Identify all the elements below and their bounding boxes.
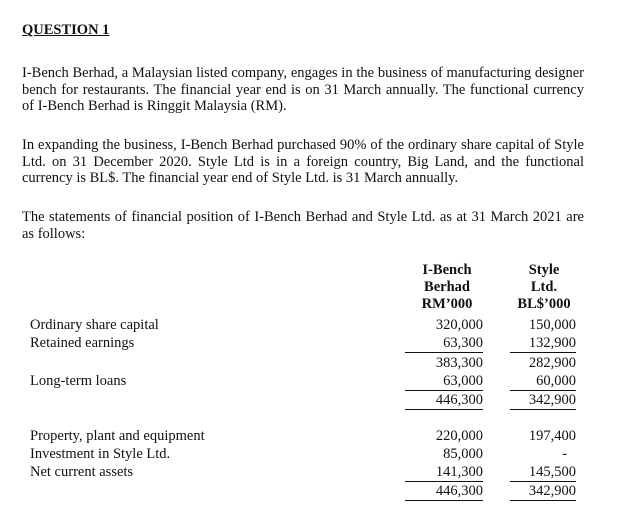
row-label-long-term-loans: Long-term loans xyxy=(30,373,127,389)
column-header-line: I-Bench xyxy=(422,262,472,278)
column-header-unit: RM’000 xyxy=(421,296,473,312)
paragraph-company-intro: I-Bench Berhad, a Malaysian listed company, engages in the business of manufacturing designer bench for restaurants. The financial year end is on 31 March annually. The functional currency of I-Bench Berhad is Ringgit Malaysia (RM). xyxy=(22,65,584,114)
column-header-ibench xyxy=(410,262,484,313)
underline-divider xyxy=(405,390,483,391)
cell-nca-ibench: 141,300 xyxy=(435,464,483,480)
row-label-net-current-assets: Net current assets xyxy=(30,464,134,480)
cell-total-assets-ibench: 446,300 xyxy=(435,483,483,499)
cell-retained-ibench: 63,300 xyxy=(443,335,483,351)
question-title: QUESTION 1 xyxy=(22,22,110,38)
total-rule xyxy=(510,500,576,501)
paragraph-acquisition: In expanding the business, I-Bench Berhad purchased 90% of the ordinary share capital of Style Ltd. on 31 December 2020. Style Ltd is in a foreign country, Big Land, and the functional currency is BL$. The financial year end of Style Ltd. is 31 March annually. xyxy=(22,137,584,186)
cell-ppe-ibench: 220,000 xyxy=(435,428,483,444)
cell-subtotal-ibench: 383,300 xyxy=(435,355,483,371)
underline-divider xyxy=(405,352,483,353)
cell-subtotal-style: 282,900 xyxy=(528,355,576,371)
column-header-unit: BL$’000 xyxy=(517,296,571,312)
underline-divider xyxy=(405,481,483,482)
column-header-line: Style xyxy=(528,262,560,278)
cell-loans-style: 60,000 xyxy=(536,373,576,389)
total-rule xyxy=(405,409,483,410)
cell-total-equity-ibench: 446,300 xyxy=(435,392,483,408)
underline-divider xyxy=(510,390,576,391)
underline-divider xyxy=(510,352,576,353)
cell-investment-style: - xyxy=(562,446,567,462)
paragraph-statements-intro: The statements of financial position of I-Bench Berhad and Style Ltd. as at 31 March 2021 are as follows: xyxy=(22,209,584,242)
total-rule xyxy=(405,500,483,501)
column-header-style xyxy=(510,262,578,313)
cell-total-equity-style: 342,900 xyxy=(528,392,576,408)
total-rule xyxy=(510,409,576,410)
cell-total-assets-style: 342,900 xyxy=(528,483,576,499)
column-header-line: Berhad xyxy=(424,279,470,295)
cell-share-capital-ibench: 320,000 xyxy=(435,317,483,333)
cell-nca-style: 145,500 xyxy=(528,464,576,480)
underline-divider xyxy=(510,481,576,482)
cell-loans-ibench: 63,000 xyxy=(443,373,483,389)
row-label-retained-earnings: Retained earnings xyxy=(30,335,135,351)
row-label-share-capital: Ordinary share capital xyxy=(30,317,159,333)
cell-ppe-style: 197,400 xyxy=(528,428,576,444)
column-header-line: Ltd. xyxy=(530,279,558,295)
cell-share-capital-style: 150,000 xyxy=(528,317,576,333)
cell-investment-ibench: 85,000 xyxy=(443,446,483,462)
row-label-investment: Investment in Style Ltd. xyxy=(30,446,171,462)
cell-retained-style: 132,900 xyxy=(528,335,576,351)
row-label-ppe: Property, plant and equipment xyxy=(30,428,205,444)
